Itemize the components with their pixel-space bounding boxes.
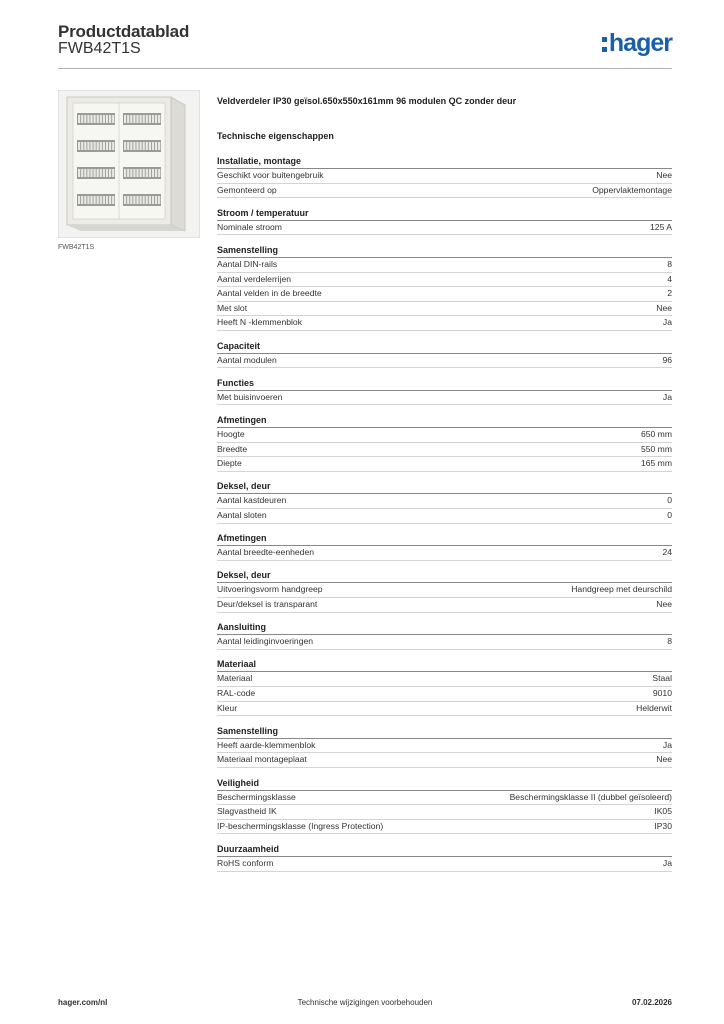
spec-row — [217, 391, 672, 406]
spec-label: Hoogte — [217, 429, 245, 439]
spec-row — [217, 820, 672, 835]
spec-row — [217, 509, 672, 524]
section-title: Materiaal — [217, 659, 257, 670]
page-footer — [58, 998, 672, 1012]
spec-value: 125 A — [650, 221, 672, 232]
spec-row — [217, 354, 672, 369]
spec-value: Ja — [662, 317, 672, 328]
spec-label: RAL-code — [217, 688, 256, 698]
spec-row — [217, 428, 672, 443]
section-title: Stroom / temperatuur — [217, 207, 309, 218]
logo-text: hager — [608, 28, 672, 57]
spec-value: IK05 — [654, 806, 672, 817]
header-divider — [58, 68, 672, 69]
page-title: Productdatablad — [58, 22, 190, 41]
footer-disclaimer: Technische wijzigingen voorbehouden — [297, 998, 433, 1007]
spec-label: Heeft N -klemmenblok — [217, 317, 303, 328]
spec-row — [217, 791, 672, 806]
section-title: Veiligheid — [217, 777, 260, 788]
spec-label: Diepte — [217, 458, 242, 469]
spec-label: Uitvoeringsvorm handgreep — [217, 584, 323, 595]
spec-label: Nominale stroom — [217, 221, 282, 232]
spec-row — [217, 739, 672, 754]
spec-value: Handgreep met deurschild — [571, 584, 672, 595]
spec-value: Ja — [662, 858, 672, 868]
section-title: Samenstelling — [217, 245, 279, 255]
page-header — [58, 22, 672, 70]
spec-label: Breedte — [217, 443, 248, 454]
spec-value: Ja — [662, 391, 672, 402]
section-title: Aansluiting — [217, 622, 266, 633]
spec-value: 0 — [667, 495, 672, 506]
section-title: Afmetingen — [217, 415, 267, 425]
section-title: Deksel, deur — [217, 481, 271, 492]
spec-value: 2 — [667, 288, 672, 299]
spec-label: RoHS conform — [217, 858, 274, 868]
product-image — [58, 90, 200, 238]
spec-label: Beschermingsklasse — [217, 791, 296, 802]
spec-label: Aantal modulen — [217, 354, 277, 365]
spec-value: 8 — [667, 259, 672, 269]
spec-value: 650 mm — [640, 429, 672, 439]
spec-label: Aantal leidinginvoeringen — [217, 636, 314, 647]
product-code: FWB42T1S — [58, 40, 141, 57]
spec-row — [217, 672, 672, 687]
section-title: Deksel, deur — [217, 570, 271, 581]
spec-row — [217, 316, 672, 331]
tech-properties-heading: Technische eigenschappen — [217, 131, 334, 141]
spec-value: Nee — [656, 170, 672, 180]
spec-row — [217, 583, 672, 598]
spec-row — [217, 443, 672, 458]
spec-value: 4 — [667, 273, 672, 284]
spec-label: Aantal breedte-eenheden — [217, 547, 314, 558]
spec-value: Beschermingsklasse II (dubbel geïsoleerd) — [509, 791, 672, 802]
section-title: Afmetingen — [217, 533, 267, 544]
section-title: Samenstelling — [217, 725, 279, 736]
spec-row — [217, 457, 672, 472]
spec-label: Materiaal — [217, 673, 253, 684]
section-title: Functies — [217, 377, 255, 388]
spec-row — [217, 635, 672, 650]
spec-label: Aantal sloten — [217, 510, 267, 520]
spec-value: Staal — [652, 673, 672, 684]
spec-row — [217, 546, 672, 561]
spec-value: Nee — [656, 599, 672, 609]
spec-label: IP-beschermingsklasse (Ingress Protection) — [217, 820, 384, 831]
section-title: Installatie, montage — [217, 156, 302, 166]
spec-value: Oppervlaktemontage — [592, 184, 672, 195]
spec-row — [217, 287, 672, 302]
spec-row — [217, 687, 672, 702]
spec-value: 550 mm — [640, 443, 672, 454]
spec-label: Met buisinvoeren — [217, 391, 283, 402]
spec-row — [217, 221, 672, 236]
spec-value: Helderwit — [636, 702, 672, 713]
spec-value: 9010 — [652, 688, 672, 698]
logo-dots-icon — [602, 37, 607, 52]
spec-value: Nee — [656, 754, 672, 765]
spec-row — [217, 753, 672, 768]
spec-label: Aantal kastdeuren — [217, 495, 287, 506]
spec-value: 8 — [667, 636, 672, 647]
spec-row — [217, 302, 672, 317]
spec-row — [217, 702, 672, 717]
spec-row — [217, 258, 672, 273]
hager-logo[interactable] — [602, 28, 672, 58]
spec-label: Kleur — [217, 702, 238, 713]
spec-label: Aantal velden in de breedte — [217, 288, 322, 299]
spec-row — [217, 273, 672, 288]
spec-row — [217, 184, 672, 199]
spec-value: 24 — [662, 547, 672, 558]
spec-label: Slagvastheid IK — [217, 806, 277, 817]
spec-row — [217, 494, 672, 509]
spec-value: Nee — [656, 302, 672, 313]
spec-label: Deur/deksel is transparant — [217, 599, 318, 609]
footer-date: 07.02.2026 — [631, 998, 672, 1007]
spec-value: Ja — [662, 739, 672, 750]
spec-row — [217, 857, 672, 872]
footer-website[interactable]: hager.com/nl — [58, 998, 108, 1007]
spec-label: Geschikt voor buitengebruik — [217, 170, 324, 180]
spec-label: Materiaal montageplaat — [217, 754, 307, 765]
spec-value: 165 mm — [640, 458, 672, 469]
section-title: Capaciteit — [217, 340, 261, 351]
spec-label: Gemonteerd op — [217, 184, 277, 195]
distribution-board-illustration — [59, 91, 199, 237]
spec-value: 96 — [662, 354, 672, 365]
spec-value: 0 — [667, 510, 672, 520]
image-caption: FWB42T1S — [58, 244, 95, 251]
spec-row — [217, 169, 672, 184]
spec-row — [217, 805, 672, 820]
spec-label: Aantal verdelerrijen — [217, 273, 292, 284]
spec-row — [217, 598, 672, 613]
spec-value: IP30 — [654, 820, 672, 831]
spec-label: Aantal DIN-rails — [217, 259, 278, 269]
spec-label: Heeft aarde-klemmenblok — [217, 739, 316, 750]
product-description: Veldverdeler IP30 geïsol.650x550x161mm 96 modulen QC zonder deur — [217, 96, 517, 106]
section-title: Duurzaamheid — [217, 844, 280, 854]
spec-label: Met slot — [217, 302, 248, 313]
